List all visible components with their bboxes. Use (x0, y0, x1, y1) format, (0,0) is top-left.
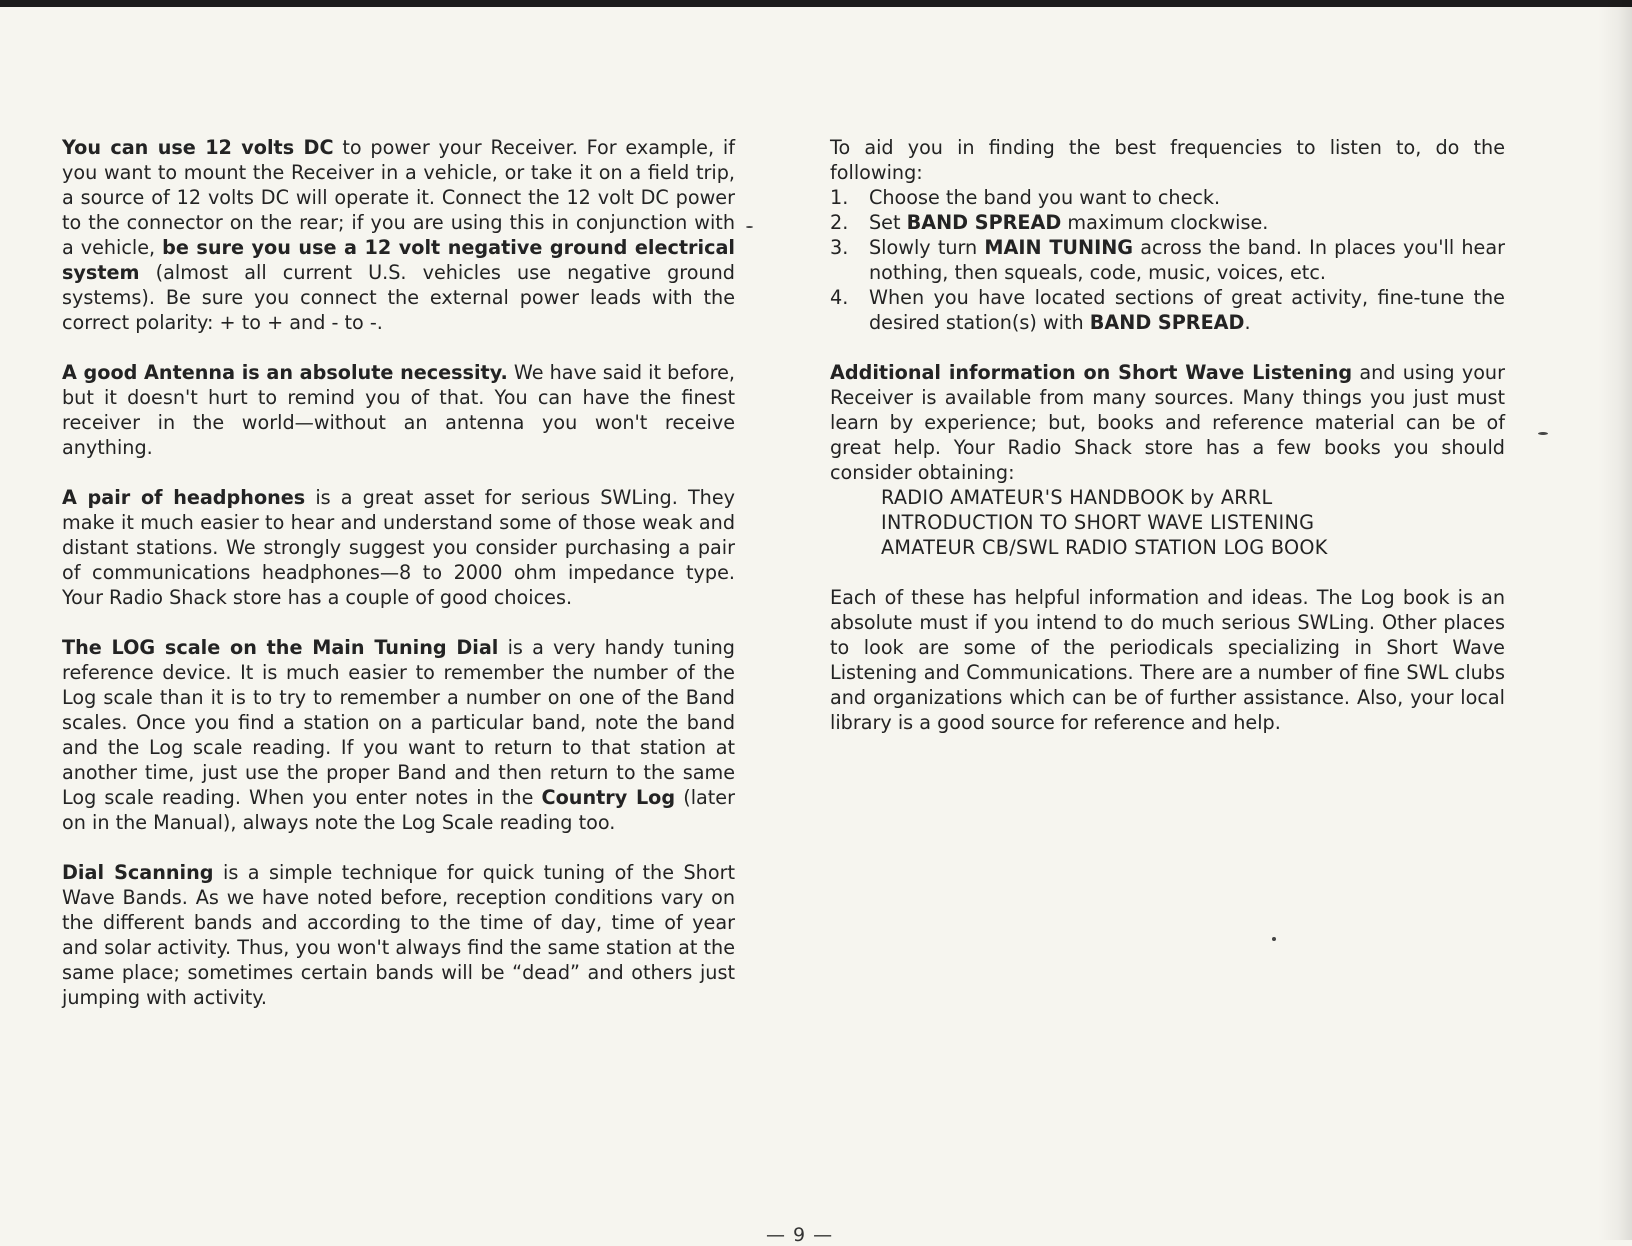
step-control-name: BAND SPREAD (1089, 311, 1245, 334)
power-emphasis: be sure you use a 12 volt negative ground electrical system (62, 236, 735, 284)
scan-speck (1272, 937, 1276, 941)
page-number: — 9 — (766, 1224, 834, 1246)
step-number: 1. (830, 186, 849, 209)
list-item (830, 235, 1505, 285)
tuning-steps-list (830, 185, 1505, 335)
step-text-post: maximum clockwise. (1061, 211, 1269, 234)
right-column (830, 135, 1505, 760)
step-text-pre: Set (869, 211, 907, 234)
headphones-paragraph (62, 485, 735, 610)
list-item (830, 185, 1505, 210)
power-lead: You can use 12 volts DC (62, 136, 334, 159)
list-item (830, 210, 1505, 235)
step-text-pre: When you have located sections of great activity, fine-tune the desired station(s) with (869, 286, 1505, 334)
step-control-name: BAND SPREAD (906, 211, 1062, 234)
step-text: Choose the band you want to check. (869, 186, 1221, 209)
country-log-emphasis: Country Log (541, 786, 676, 809)
power-text-1: to power your Receiver. For example, if you want to mount the Receiver in a vehicle, or take it on a field trip, a source of 12 volts DC will operate it. Connect the 12 volt DC power to the connector on the rear; if you are using this in conjunction with a vehicle, (62, 136, 735, 259)
antenna-text: We have said it before, but it doesn't hurt to remind you of that. You can have the finest receiver in the world—without an antenna you won't receive anything. (62, 361, 735, 459)
log-scale-lead: The LOG scale on the Main Tuning Dial (62, 636, 499, 659)
dial-scanning-paragraph (62, 860, 735, 1010)
dial-scanning-lead: Dial Scanning (62, 861, 214, 884)
list-item (830, 285, 1505, 335)
page-binding-shadow (1598, 0, 1632, 1240)
log-scale-text-2: (later on in the Manual), always note the Log Scale reading too. (62, 786, 736, 834)
left-column (62, 135, 735, 1035)
headphones-text: is a great asset for serious SWLing. They make it much easier to hear and understand some of those weak and distant stations. We strongly suggest you consider purchasing a pair of communications headphones—8 to 2000 ohm impedance type. Your Radio Shack store has a couple of good choices. (62, 486, 735, 609)
book-title: INTRODUCTION TO SHORT WAVE LISTENING (881, 511, 1315, 534)
additional-info-paragraph (830, 360, 1505, 485)
step-number: 4. (830, 286, 849, 309)
dial-scanning-text: is a simple technique for quick tuning of the Short Wave Bands. As we have noted before, reception conditions vary on the different bands and according to the time of day, time of year and solar activity. Thus, you won't always find the same station at the same place; sometimes certain bands will be “dead” and others just jumping with activity. (62, 861, 735, 1009)
step-text-post: across the band. In places you'll hear nothing, then squeals, code, music, voices, etc. (869, 236, 1505, 284)
power-paragraph (62, 135, 735, 335)
additional-info-text: and using your Receiver is available from many sources. Many things you just must learn by experience; but, books and reference material can be of great help. Your Radio Shack store has a few books you should consider obtaining: (830, 361, 1505, 484)
scan-speck (746, 226, 753, 228)
headphones-lead: A pair of headphones (62, 486, 306, 509)
log-scale-text-1: is a very handy tuning reference device. It is much easier to remember the number of the Log scale than it is to try to remember a number on one of the Band scales. Once you find a station on a particular band, note the band and the Log scale reading. If you want to return to that station at another time, just use the proper Band and then return to the same Log scale reading. When you enter notes in the (62, 636, 735, 809)
power-text-2: (almost all current U.S. vehicles use negative ground systems). Be sure you connect the external power leads with the correct polarity: + to + and - to -. (62, 261, 735, 334)
closing-paragraph: Each of these has helpful information and ideas. The Log book is an absolute must if you intend to do much serious SWLing. Other places to look are some of the periodicals specializing in Short Wave Listening and Communications. There are a number of fine SWL clubs and organizations which can be of further assistance. Also, your local library is a good source for reference and help. (830, 586, 1505, 734)
scan-speck (1538, 432, 1548, 435)
book-title: RADIO AMATEUR'S HANDBOOK by ARRL (881, 486, 1273, 509)
book-list (881, 485, 1505, 560)
book-title: AMATEUR CB/SWL RADIO STATION LOG BOOK (881, 536, 1328, 559)
step-number: 2. (830, 211, 849, 234)
step-number: 3. (830, 236, 849, 259)
steps-intro: To aid you in finding the best frequencies to listen to, do the following: (830, 136, 1505, 184)
page-top-edge (0, 0, 1632, 7)
additional-info-lead: Additional information on Short Wave Listening (830, 361, 1353, 384)
antenna-lead: A good Antenna is an absolute necessity. (62, 361, 508, 384)
step-text-pre: Slowly turn (869, 236, 985, 259)
step-control-name: MAIN TUNING (984, 236, 1134, 259)
step-text-post: . (1244, 311, 1251, 334)
log-scale-paragraph (62, 635, 735, 835)
antenna-paragraph (62, 360, 735, 460)
